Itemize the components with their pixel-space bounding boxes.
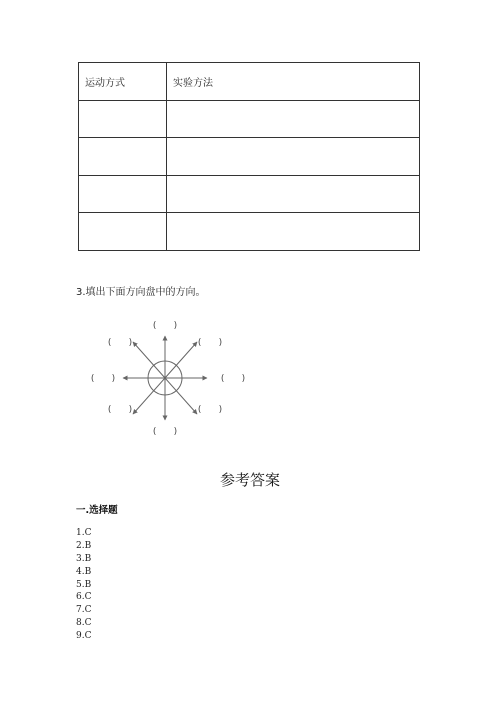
table-cell [79,213,167,251]
table-row [79,100,420,138]
header-method: 实验方法 [167,63,420,101]
list-item: 5.B [76,579,92,590]
table-cell [79,138,167,176]
blank-southeast: ( ) [197,405,223,415]
table-row [79,138,420,176]
list-item: 3.B [76,553,92,564]
section-label: 一.选择题 [76,505,118,516]
header-movement: 运动方式 [79,63,167,101]
table-cell [167,138,420,176]
list-item: 9.C [76,631,92,642]
blank-southwest: ( ) [107,405,133,415]
compass-rose [123,336,207,420]
table-row [79,175,420,213]
table-cell [79,100,167,138]
experiment-table [78,62,420,251]
table-row [79,213,420,251]
table-header-row [79,63,420,101]
blank-north: ( ) [152,321,178,331]
blank-west: ( ) [90,374,116,384]
table-cell [167,175,420,213]
list-item: 4.B [76,566,92,577]
blank-south: ( ) [152,427,178,437]
table-cell [79,175,167,213]
answer-list [76,527,91,643]
blank-east: ( ) [220,374,246,384]
answer-key-title: 参考答案 [219,471,280,489]
table-cell [167,100,420,138]
table-cell [167,213,420,251]
list-item: 7.C [76,605,92,616]
direction-compass-diagram [75,312,275,442]
blank-northeast: ( ) [197,338,223,348]
question-3-text: 3.填出下面方向盘中的方向。 [76,287,206,298]
blank-northwest: ( ) [107,338,133,348]
list-item: 1.C [76,528,92,538]
list-item: 8.C [76,618,92,629]
list-item: 6.C [76,592,92,603]
list-item: 2.B [76,540,92,551]
